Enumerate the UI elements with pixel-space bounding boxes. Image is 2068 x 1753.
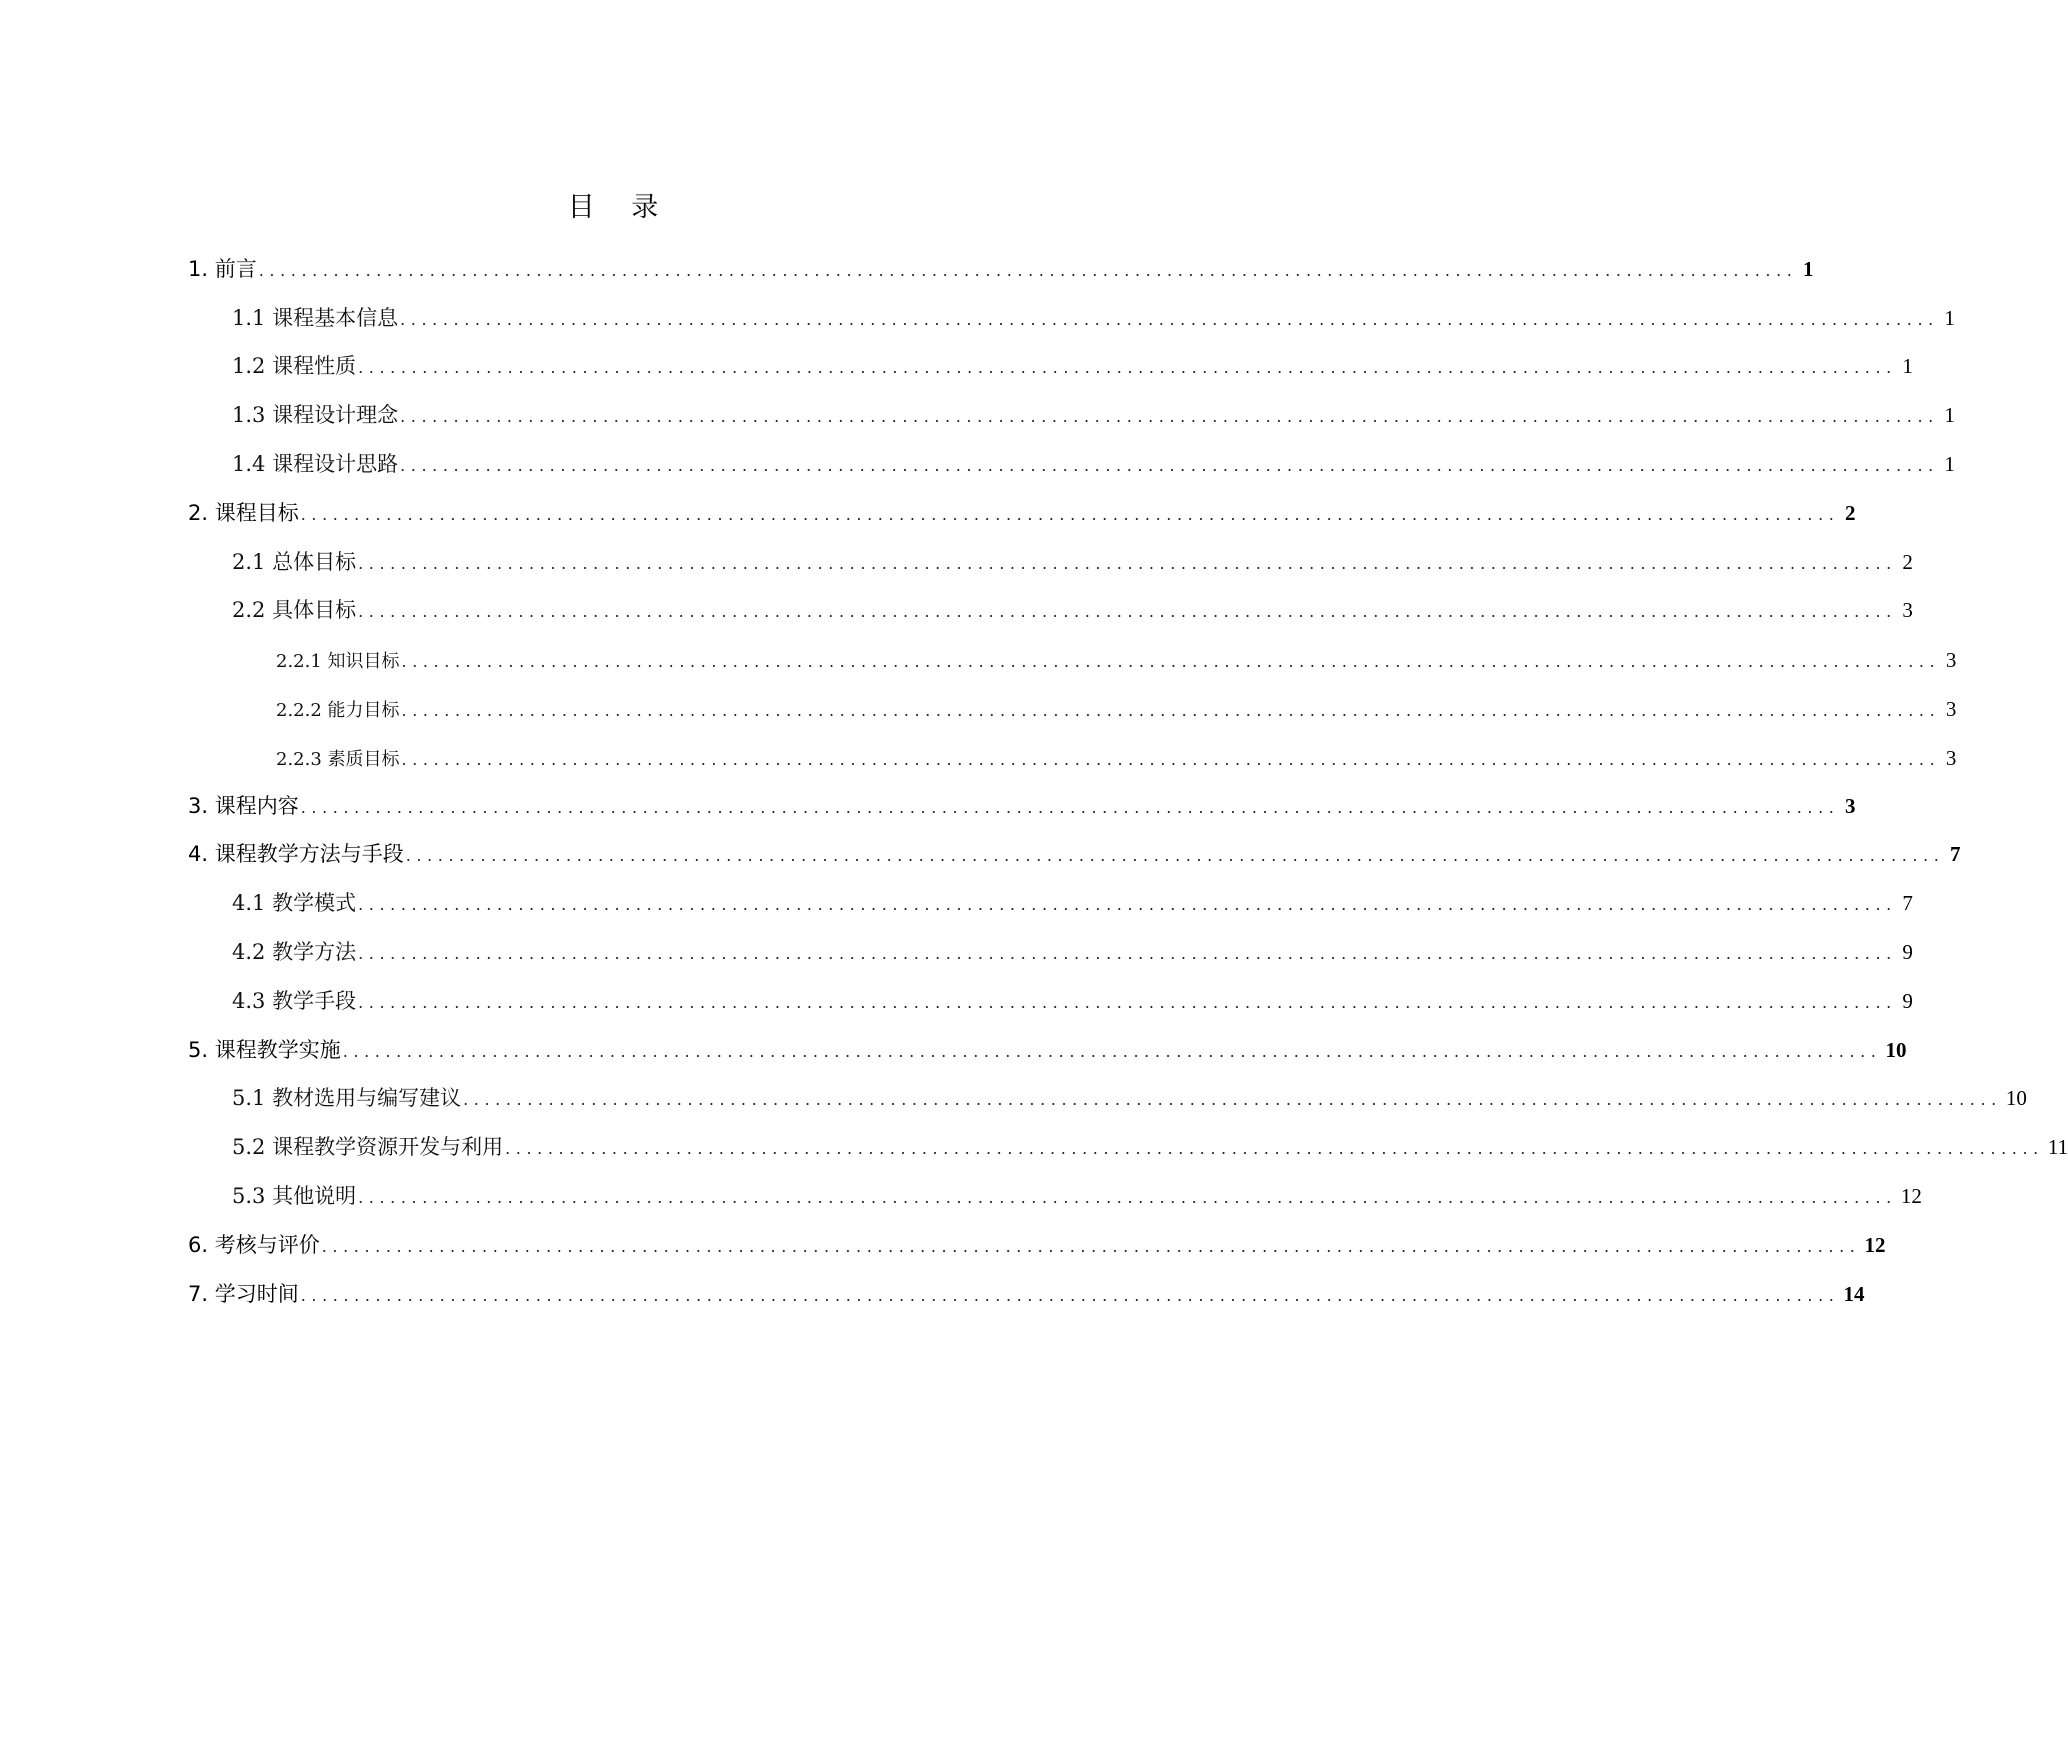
toc-entry-1-1[interactable]: [0, 294, 1955, 343]
toc-entry-2-2-1[interactable]: [0, 635, 1957, 684]
dot-leader: ................................................................................................................................................: [401, 652, 1941, 672]
toc-entry-2[interactable]: [0, 489, 1856, 538]
toc-entry-page: 9: [1902, 988, 1913, 1013]
toc-entry-label: 7. 学习时间: [188, 1281, 299, 1306]
toc-entry-label: 2.2.3 素质目标: [276, 748, 400, 770]
toc-entry-page: 1: [1902, 354, 1913, 379]
dot-leader: ................................................................................................................................................: [358, 602, 1897, 622]
toc-entry-page: 3: [1945, 696, 1957, 721]
toc-entry-label: 4.1 教学模式: [232, 891, 357, 916]
dot-leader: ................................................................................................................................................: [400, 407, 1939, 427]
toc-entry-label: 4.2 教学方法: [232, 939, 357, 964]
toc-entry-4-2[interactable]: [0, 928, 1913, 977]
toc-entry-page: 1: [1944, 403, 1955, 428]
toc-entry-label: 5.2 课程教学资源开发与利用: [232, 1135, 504, 1160]
toc-entry-label: 2.2.1 知识目标: [276, 651, 400, 673]
toc-entry-label: 2.2 具体目标: [232, 598, 357, 623]
toc-entry-label: 3. 课程内容: [188, 793, 299, 818]
toc-entry-label: 5.3 其他说明: [232, 1183, 357, 1208]
dot-leader: ................................................................................................................................................: [358, 1187, 1897, 1207]
toc-entry-page: 10: [1885, 1037, 1907, 1062]
toc-entry-label: 5. 课程教学实施: [188, 1037, 341, 1062]
dot-leader: ................................................................................................................................................: [342, 1041, 1882, 1061]
dot-leader: ................................................................................................................................................: [405, 846, 1945, 866]
toc-entry-1-2[interactable]: [0, 343, 1913, 392]
dot-leader: ................................................................................................................................................: [358, 992, 1897, 1012]
dot-leader: ................................................................................................................................................: [321, 1236, 1861, 1256]
toc-entry-6[interactable]: [0, 1221, 1886, 1270]
toc-entry-7[interactable]: [0, 1270, 1865, 1319]
dot-leader: ................................................................................................................................................: [401, 700, 1941, 720]
dot-leader: ................................................................................................................................................: [300, 797, 1840, 817]
toc-entry-5[interactable]: [0, 1026, 1907, 1075]
toc-entry-page: 3: [1945, 745, 1957, 770]
toc-entry-page: 7: [1902, 891, 1913, 916]
toc-entry-3[interactable]: [0, 782, 1856, 831]
dot-leader: ................................................................................................................................................: [463, 1090, 2002, 1110]
toc-entry-label: 4. 课程教学方法与手段: [188, 842, 404, 867]
toc-entry-label: 5.1 教材选用与编写建议: [232, 1086, 462, 1111]
toc-entry-page: 1: [1944, 451, 1955, 476]
toc-entry-2-2-3[interactable]: [0, 733, 1957, 782]
dot-leader: ................................................................................................................................................: [358, 943, 1897, 963]
toc-entry-page: 1: [1803, 256, 1814, 281]
toc-entry-page: 14: [1843, 1281, 1865, 1306]
toc-entry-label: 2.1 总体目标: [232, 549, 357, 574]
toc-entry-label: 1. 前言: [188, 256, 257, 281]
toc-entry-page: 2: [1902, 549, 1913, 574]
toc-entry-page: 7: [1950, 842, 1961, 867]
dot-leader: ................................................................................................................................................: [358, 553, 1897, 573]
toc-entry-2-1[interactable]: [0, 538, 1913, 587]
toc-entry-1[interactable]: [0, 245, 1814, 294]
toc-entry-4[interactable]: [0, 831, 1961, 880]
toc-entry-5-2[interactable]: [0, 1123, 2068, 1172]
toc-entry-1-4[interactable]: [0, 440, 1955, 489]
dot-leader: ................................................................................................................................................: [400, 309, 1939, 329]
toc-entry-page: 3: [1902, 598, 1913, 623]
toc-entry-label: 1.2 课程性质: [232, 354, 357, 379]
toc-title: 目 录: [567, 192, 673, 223]
toc-entry-label: 4.3 教学手段: [232, 988, 357, 1013]
dot-leader: ................................................................................................................................................: [400, 455, 1939, 475]
dot-leader: ................................................................................................................................................: [358, 358, 1897, 378]
toc-entry-label: 2. 课程目标: [188, 500, 299, 525]
toc-entry-page: 1: [1944, 305, 1955, 330]
toc-entry-page: 11: [2047, 1135, 2068, 1160]
toc-entry-page: 12: [1864, 1232, 1886, 1257]
dot-leader: ................................................................................................................................................: [505, 1139, 2044, 1159]
toc-entry-label: 1.4 课程设计思路: [232, 451, 399, 476]
dot-leader: ................................................................................................................................................: [401, 749, 1941, 769]
toc-entry-page: 10: [2005, 1086, 2027, 1111]
toc-entry-page: 3: [1845, 793, 1856, 818]
dot-leader: ................................................................................................................................................: [258, 260, 1798, 280]
toc-entry-page: 2: [1845, 500, 1856, 525]
toc-entry-label: 1.1 课程基本信息: [232, 305, 399, 330]
dot-leader: ................................................................................................................................................: [358, 895, 1897, 915]
toc-entry-4-1[interactable]: [0, 879, 1913, 928]
toc-entry-page: 3: [1945, 648, 1957, 673]
toc-list: [0, 245, 2068, 1319]
toc-entry-4-3[interactable]: [0, 977, 1913, 1026]
toc-entry-label: 6. 考核与评价: [188, 1232, 320, 1257]
toc-entry-label: 2.2.2 能力目标: [276, 699, 400, 721]
toc-entry-2-2-2[interactable]: [0, 684, 1957, 733]
toc-entry-5-3[interactable]: [0, 1172, 1922, 1221]
toc-entry-label: 1.3 课程设计理念: [232, 403, 399, 428]
toc-entry-5-1[interactable]: [0, 1075, 2027, 1124]
dot-leader: ................................................................................................................................................: [300, 1285, 1840, 1305]
toc-entry-2-2[interactable]: [0, 587, 1913, 636]
toc-entry-1-3[interactable]: [0, 391, 1955, 440]
dot-leader: ................................................................................................................................................: [300, 504, 1840, 524]
toc-entry-page: 12: [1900, 1183, 1922, 1208]
toc-entry-page: 9: [1902, 939, 1913, 964]
